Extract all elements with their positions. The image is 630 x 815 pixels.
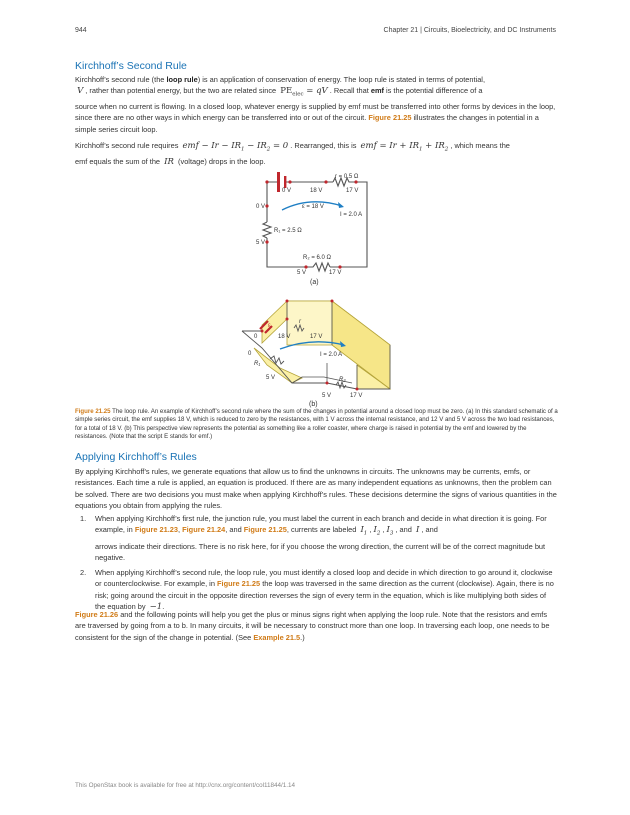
label-current: I = 2.0 A [320, 352, 343, 358]
label-r1: R₁ = 2.5 Ω [274, 228, 302, 234]
node-dot [354, 180, 357, 183]
label-top-18v: 18 V [310, 188, 323, 194]
label-current: I = 2.0 A [340, 212, 363, 218]
label-r: r [299, 319, 301, 325]
figure-link[interactable]: Figure 21.25 [243, 525, 287, 535]
label-bot-5v: 5 V [297, 270, 307, 276]
label-18v: 18 V [278, 334, 291, 340]
chapter-title: Chapter 21 | Circuits, Bioelectricity, and DC Instruments [383, 27, 556, 34]
label-bot-5v: 5 V [322, 393, 332, 399]
figure-b-perspective [232, 293, 402, 411]
figure-link[interactable]: Figure 21.25 [75, 408, 111, 415]
footer-note: This OpenStax book is available for free at http://cnx.org/content/col11844/1.14 [75, 782, 296, 789]
label-0: 0 [254, 334, 258, 340]
node-dot [288, 180, 291, 183]
label-bot-17v: 17 V [329, 270, 342, 276]
page-number: 944 [75, 27, 87, 34]
label-bot-17v: 17 V [350, 393, 363, 399]
figure-caption: Figure 21.25 The loop rule. An example of Kirchhoff’s second rule where the sum of the changes in potential around a closed loop must be zero. (a) In this standard schematic of a simple series circuit, the emf supplies 18 V, which is reduced to zero by the resistances, with 1 V across the internal resistance, and 12 V and 5 V across the two load resistances, for a total of 18 V. (b) This perspective view represents the potential as something like a roller coaster, where charge is raised in potential by the emf and lowered by the resistances. (Note that the script E stands for emf.) [75, 408, 558, 441]
label-eps: ε [268, 323, 271, 329]
node-dot [265, 240, 268, 243]
figure-a-schematic [240, 170, 390, 288]
arrow-head-icon [338, 202, 344, 208]
label-r2: R₂ [339, 377, 346, 383]
figure-link[interactable]: Figure 21.25 [217, 579, 261, 589]
label-17v: 17 V [310, 334, 323, 340]
resistor-r1-icon [263, 222, 271, 238]
node-dot [338, 265, 341, 268]
resistor-r2-icon [312, 263, 330, 271]
node-dot [265, 180, 268, 183]
potential-ramp [254, 348, 302, 383]
node-dot [265, 204, 268, 207]
figure-b-label: (b) [309, 401, 318, 408]
label-top-0v: 0 V [282, 188, 292, 194]
paragraph-applying-intro: By applying Kirchhoff’s rules, we generate equations that allow us to find the unknowns in circuits. The unknowns may be currents, emfs, or resistances. Each time a rule is applied, an equation is produced. If there are as many independent equations as unknowns, then the problem can be solved. There are two decisions you must make when applying Kirchhoff’s rules. These decisions determine the signs of various quantities in the equations you obtain from applying the rules. [75, 467, 557, 511]
paragraph-closing: Figure 21.26 and the following points will help you get the plus or minus signs right when applying the loop rule. Note that the resistors and emfs are traversed by going from a to b. In many circuits, it will be necessary to construct more than one loop. In traversing each loop, one needs to be consistent for the sign of the change in potential. (See Example 21.5.) [75, 610, 550, 642]
label-top-17v: 17 V [346, 188, 359, 194]
node-dot [286, 300, 289, 303]
label-r: r = 0.5 Ω [335, 174, 359, 180]
node-dot [261, 330, 264, 333]
node-dot [324, 180, 327, 183]
label-left-0: 0 [248, 351, 252, 357]
node-dot [304, 265, 307, 268]
figure-a-label: (a) [310, 279, 319, 286]
paragraph-loop-equation: Kirchhoff’s second rule requires emf − $Ir - IR_1 - IR_2 = 0$ . Rearranged, this is emf = $Ir + IR_1 + IR_2$ , which means the emf equals the sum of the IR (voltage) drops in the loop. [75, 141, 510, 168]
label-left-0v: 0 V [256, 204, 266, 210]
label-emf: ε = 18 V [302, 204, 324, 210]
paragraph-loop-rule: Kirchhoff’s second rule (the loop rule) is an application of conservation of energy. The loop rule is stated in terms of potential, V , rather than potential energy, but the two are related since $PE_{elec}$ = qV . Recall that emf is the potential difference of a [75, 75, 486, 99]
figure-link[interactable]: Figure 21.25 [368, 113, 412, 123]
figure-link[interactable]: Figure 21.24 [182, 525, 226, 535]
node-dot [286, 318, 289, 321]
label-r2: R₂ = 6.0 Ω [303, 255, 331, 261]
figure-link[interactable]: Figure 21.26 [75, 610, 119, 619]
label-5v: 5 V [266, 375, 276, 381]
section-heading-second-rule: Kirchhoff’s Second Rule [75, 60, 187, 72]
label-r1: R₁ [254, 361, 261, 367]
figure-link[interactable]: Figure 21.23 [134, 525, 178, 535]
section-heading-applying: Applying Kirchhoff’s Rules [75, 451, 197, 463]
node-dot [326, 382, 329, 385]
label-left-5v: 5 V [256, 240, 266, 246]
paragraph-loop-rule-cont: source when no current is flowing. In a closed loop, whatever energy is supplied by emf must be transferred into other forms by devices in the loop, since there are no other ways in which energy can be transferred into or out of the circuit. Figure 21.25 illustrates the changes in potential in a simple series circuit loop. [75, 102, 556, 134]
example-link[interactable]: Example 21.5 [253, 632, 301, 642]
node-dot [356, 388, 359, 391]
node-dot [331, 300, 334, 303]
